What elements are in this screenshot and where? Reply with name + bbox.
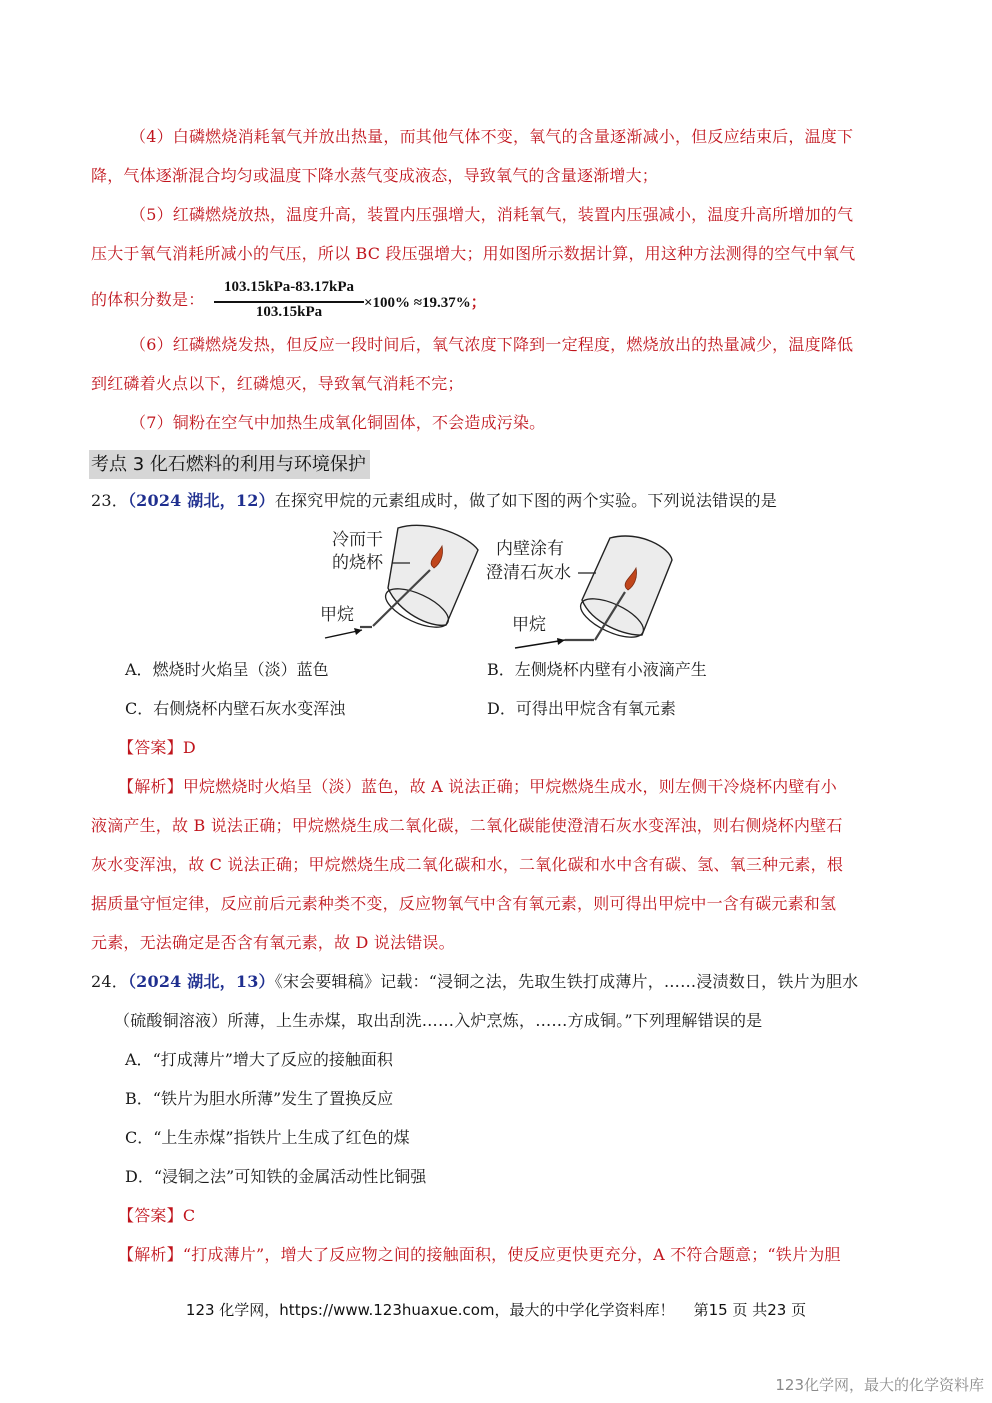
analysis-p5-line1: （5）红磷燃烧放热，温度升高，装置内压强增大，消耗氧气，装置内压强减小，温度升高所增加的气 <box>130 205 854 224</box>
question-text: 《宋会要辑稿》记载：“浸铜之法，先取生铁打成薄片，……浸渍数日，铁片为胆水 <box>274 972 859 991</box>
left-label-line1: 冷而干 <box>332 530 383 550</box>
answer-label: 【答案】 <box>118 1206 183 1225</box>
option-key: A． <box>125 1050 153 1069</box>
question-number: 24． <box>91 972 128 991</box>
q23-option-c <box>125 698 345 720</box>
left-beaker <box>380 525 478 635</box>
question-text: 在探究甲烷的元素组成时，做了如下图的两个实验。下列说法错误的是 <box>274 491 777 510</box>
analysis-text: “打成薄片”，增大了反应物之间的接触面积，使反应更快更充分，A 不符合题意；“铁片为胆 <box>182 1245 841 1264</box>
formula-tail: ×100% ≈19.37% <box>364 295 471 311</box>
q24-option-d <box>125 1166 426 1188</box>
right-label-line1: 内壁涂有 <box>496 539 564 559</box>
question-number: 23． <box>91 491 128 510</box>
page-number: 第15 页 共23 页 <box>693 1301 807 1319</box>
option-key: C． <box>125 699 154 718</box>
analysis-p4-line2: 降，气体逐渐混合均匀或温度下降水蒸气变成液态，导致氧气的含量逐渐增大； <box>91 166 659 185</box>
option-text: “上生赤煤”指铁片上生成了红色的煤 <box>153 1128 410 1147</box>
footer-site-text: 123 化学网，https://www.123huaxue.com，最大的中学化学资料库！ <box>185 1301 675 1319</box>
q23-option-a <box>125 659 329 681</box>
analysis-p4-line1: （4）白磷燃烧消耗氧气并放出热量，而其他气体不变，氧气的含量逐渐减小，但反应结束后，温度下 <box>130 127 854 146</box>
formula-denominator: 103.15kPa <box>255 304 323 320</box>
right-beaker <box>575 536 672 645</box>
section-heading: 考点 3 化石燃料的利用与环境保护 <box>89 450 370 479</box>
option-key: D． <box>125 1167 154 1186</box>
q23-analysis-line5: 元素，无法确定是否含有氧元素，故 D 说法错误。 <box>91 933 455 952</box>
q23-analysis-line3: 灰水变浑浊，故 C 说法正确；甲烷燃烧生成二氧化碳和水，二氧化碳和水中含有碳、氢、氧三种元素，根 <box>91 855 844 874</box>
analysis-label: 【解析】 <box>118 1245 183 1264</box>
option-key: D． <box>487 699 516 718</box>
question-source: （2024 湖北，13） <box>127 972 275 991</box>
q23-option-b <box>487 659 707 681</box>
methane-experiment-figure <box>320 520 680 650</box>
answer-label: 【答案】 <box>118 738 183 757</box>
q23-option-d <box>487 698 676 720</box>
question-source: （2024 湖北，12） <box>127 491 275 510</box>
option-text: “铁片为胆水所薄”发生了置换反应 <box>152 1089 394 1108</box>
question-23-stem <box>91 490 777 512</box>
analysis-p7-line1: （7）铜粉在空气中加热生成氧化铜固体，不会造成污染。 <box>130 413 546 432</box>
q24-option-b <box>125 1088 393 1110</box>
q24-analysis-line1 <box>118 1244 841 1266</box>
analysis-p6-line2: 到红磷着火点以下，红磷熄灭，导致氧气消耗不完； <box>91 374 464 393</box>
analysis-p6-line1: （6）红磷燃烧发热，但反应一段时间后，氧气浓度下降到一定程度，燃烧放出的热量减少，温度降低 <box>130 335 854 354</box>
watermark: 123化学网，最大的化学资料库 <box>775 1376 984 1394</box>
right-arrowhead <box>557 638 565 645</box>
analysis-text: 甲烷燃烧时火焰呈（淡）蓝色，故 A 说法正确；甲烷燃烧生成水，则左侧干冷烧杯内壁有小 <box>182 777 837 796</box>
q23-analysis-line2: 液滴产生，故 B 说法正确；甲烷燃烧生成二氧化碳，二氧化碳能使澄清石灰水变浑浊，则右侧烧杯内壁石 <box>91 816 843 835</box>
question-24-stem-line1 <box>91 971 858 993</box>
option-text: 可得出甲烷含有氧元素 <box>515 699 676 718</box>
q24-answer <box>118 1205 195 1227</box>
analysis-label: 【解析】 <box>118 777 183 796</box>
analysis-p5-line2: 压大于氧气消耗所减小的气压，所以 BC 段压强增大；用如图所示数据计算，用这种方法测得的空气中氧气 <box>91 244 856 263</box>
q23-analysis-line4: 据质量守恒定律，反应前后元素种类不变，反应物氧气中含有氧元素，则可得出甲烷中一含有碳元素和氢 <box>91 894 837 913</box>
option-key: C． <box>125 1128 154 1147</box>
option-text: 右侧烧杯内壁石灰水变浑浊 <box>153 699 346 718</box>
option-key: B． <box>125 1089 153 1108</box>
option-text: “打成薄片”增大了反应的接触面积 <box>152 1050 393 1069</box>
option-key: A． <box>125 660 153 679</box>
left-label-line2: 的烧杯 <box>332 553 383 573</box>
q23-answer <box>118 737 196 759</box>
q24-option-a <box>125 1049 393 1071</box>
right-label-line2: 澄清石灰水 <box>486 563 571 583</box>
formula-end: ； <box>470 295 486 311</box>
page-footer <box>0 1299 992 1320</box>
option-text: 左侧烧杯内壁有小液滴产生 <box>514 660 707 679</box>
left-gas-label: 甲烷 <box>320 605 354 625</box>
fraction-bar <box>214 301 364 303</box>
option-text: “浸铜之法”可知铁的金属活动性比铜强 <box>153 1167 427 1186</box>
q24-option-c <box>125 1127 410 1149</box>
option-text: 燃烧时火焰呈（淡）蓝色 <box>152 660 329 679</box>
q23-analysis-line1 <box>118 776 837 798</box>
formula-numerator: 103.15kPa-83.17kPa <box>223 279 354 295</box>
question-24-stem-line2: （硫酸铜溶液）所薄，上生赤煤，取出刮洗……入炉烹炼，……方成铜。”下列理解错误的是 <box>114 1011 763 1030</box>
answer-value: C <box>182 1206 196 1225</box>
answer-value: D <box>182 738 196 757</box>
right-gas-label: 甲烷 <box>512 615 546 635</box>
option-key: B． <box>487 660 515 679</box>
left-arrowhead <box>354 628 362 635</box>
formula-result <box>364 291 486 312</box>
analysis-p5-line3: 的体积分数是： <box>91 290 205 309</box>
